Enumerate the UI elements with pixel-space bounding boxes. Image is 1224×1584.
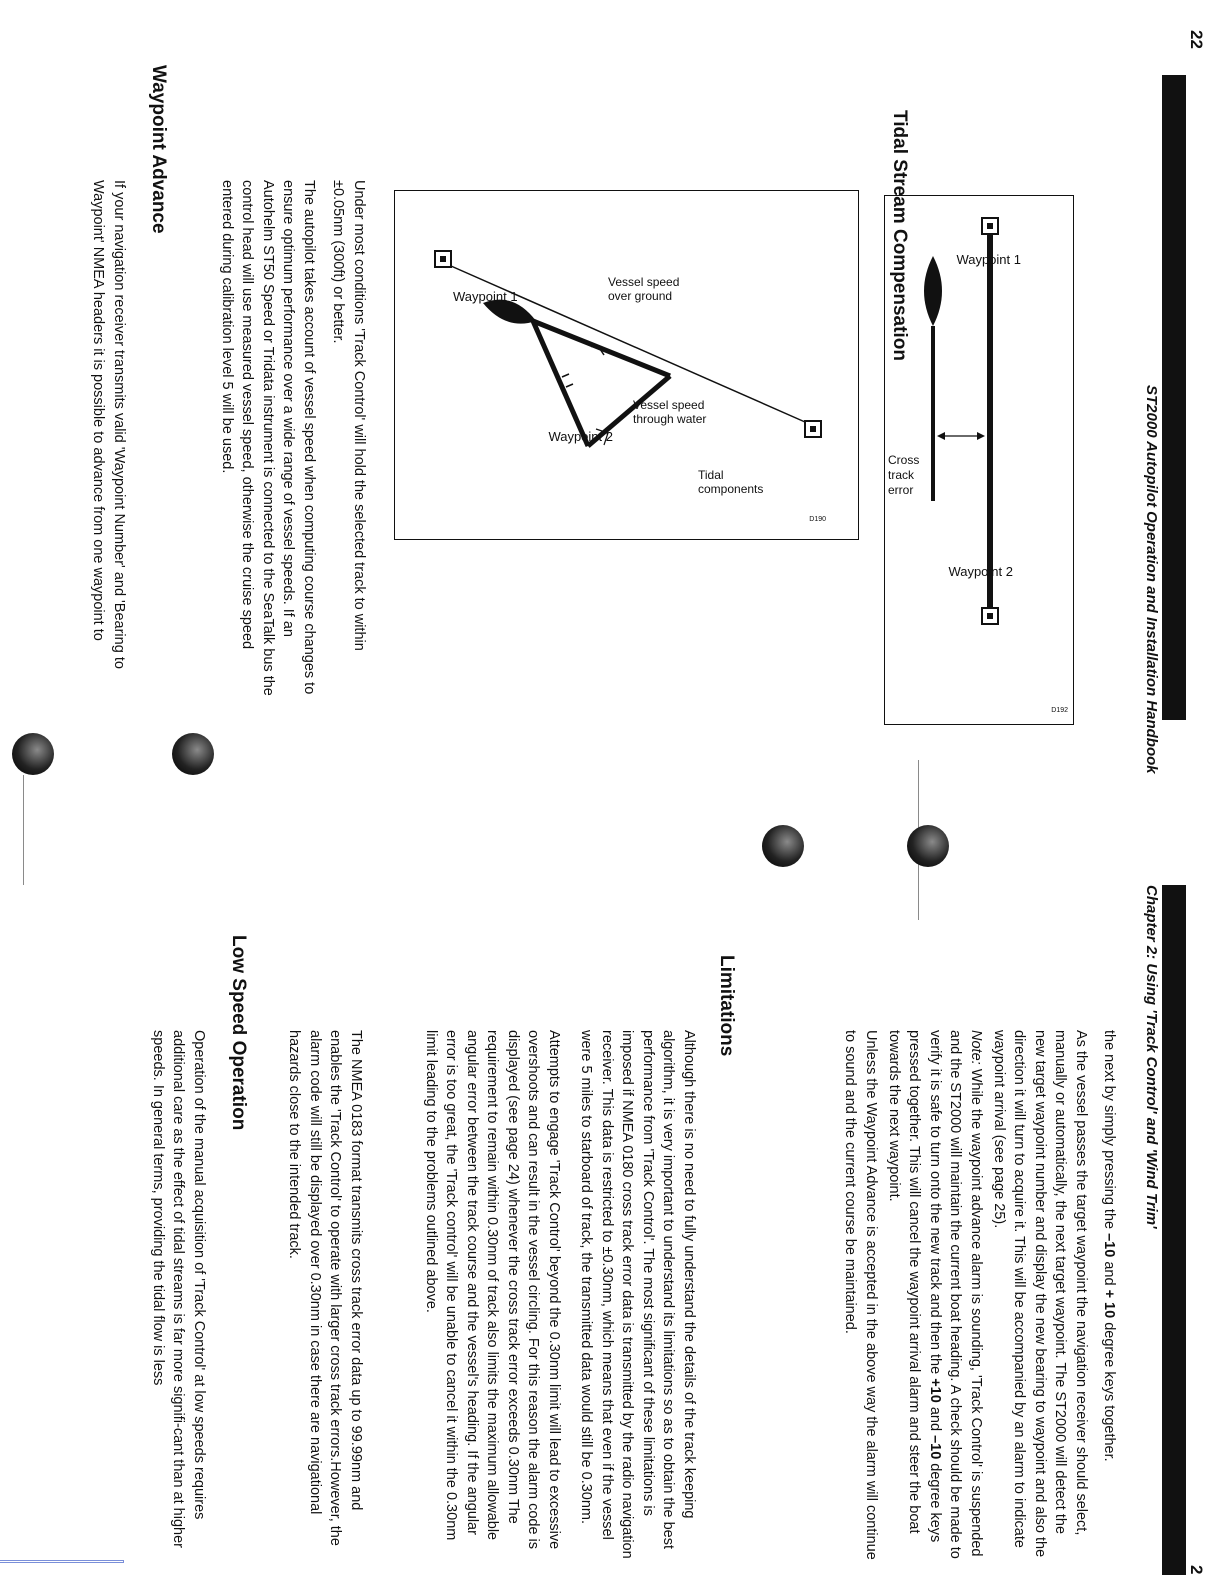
tidal-label-1: Tidal [698,468,724,482]
attempts-paragraph: Attempts to engage 'Track Control' beyond the 0.30nm limit will lead to excessive overshoots and can result in the vessel circling. For this reason the alarm code is displayed (see page 24) whenever the cross track error exceeds 0.30nm The requirement to remain within 0.30nm of track also limits the maximum allowable angular error between the track course and the vessel's heading. If the angular error is too great, the 'Track control' will be unable to cancel it within the 0.30nm limit leading to the problems outlined above. [423,1030,562,1550]
cross-track-label-2: track [888,468,915,482]
cross-track-label-1: Cross [888,453,920,467]
tidal-stream-heading: Tidal Stream Compensation [889,110,910,361]
autopilot-speed-paragraph: The autopilot takes account of vessel speed when computing course changes to ensure optimum performance over a wide range of vessel speeds. If an Autohelm ST50 Speed or Tridata instrument is connected to the SeaTalk bus the control head will use measured vessel speed, otherwise the cruise speed entered during calibration level 5 will be used. [219,180,317,696]
continuation-paragraph: the next by simply pressing the –10 and + 10 degree keys together. [1101,1030,1117,1462]
waypoint-2-label: Waypoint 2 [948,564,1013,579]
waypoint-1-label: Waypoint 1 [453,289,518,304]
tidal-label-2: components [698,482,764,496]
nmea0183-paragraph: The NMEA 0183 format transmits cross track error data up to 99.99nm and enables the 'Track Control' to operate with larger cross track errors.However, the alarm code will still be displayed over 0.30nm in case there are navigational hazards close to the intended track. [286,1030,364,1546]
vessel-passes-paragraph: As the vessel passes the target waypoint the navigation receiver should select, manually or automatically, the next target waypoint. The ST2000 will detect the new target waypoint number and display the new bearing to waypoint and also the direction it will turn to acquire it. This will be accompanied by an alarm to indicate waypoint arrival (see page 25). [991,1030,1089,1558]
vessel-water-label-1: Vessel speed [633,398,705,412]
waypoint-2-label: Waypoint 2 [548,429,613,444]
binder-hole [762,825,804,867]
waypoint-alarm-note: Note: While the waypoint advance alarm is sounding, 'Track Control' is suspended and the ST2000 will maintain the current boat heading. A check should be made to verify it is safe to turn onto the new track and then the +10 and –10 degree keys pressed together. This will cancel the waypoint arrival alarm and steer the boat towards the next waypoint. [886,1030,984,1559]
binder-hole [172,733,214,775]
low-speed-heading: Low Speed Operation [228,935,249,1131]
page-number: 2 [1187,1565,1206,1575]
vessel-water-label-2: through water [633,412,707,426]
running-header: ST2000 Autopilot Operation and Installation Handbook [1143,385,1160,774]
cross-track-figure [884,195,1074,725]
page-22 [0,0,1224,780]
header-bar [1162,885,1186,1575]
waypoint-advance-heading: Waypoint Advance [148,65,169,234]
limitations-heading: Limitations [716,955,737,1057]
unless-paragraph: Unless the Waypoint Advance is accepted in the above way the alarm will continue to sound and the current course be maintained. [842,1030,879,1560]
tidal-stream-diagram [396,191,858,538]
tidal-stream-figure [394,190,859,540]
cross-track-label-3: error [888,483,914,497]
binder-hole [12,733,54,775]
limitations-paragraph: Although there is no need to fully understand the details of the track keeping algorithm, it is very important to understand its limitations so as to obtain the best performance from 'Track Control'. The most significant of these limitations is imposed if NMEA 0180 cross track error data is transmitted by the radio navigation receiver. This data is restricted to ±0.30nm, which means that even if the vessel were 5 miles to starboard of track, the transmitted data would still be 0.30nm. [578,1030,697,1559]
page-number: 22 [1187,30,1206,49]
binder-hole [907,825,949,867]
cross-track-diagram [886,196,1073,723]
boat-silhouette [924,256,942,326]
vessel-ground-label-1: Vessel speed [608,275,680,289]
waypoint-1-label: Waypoint 1 [956,252,1021,267]
running-header: Chapter 2: Using 'Track Control' and 'Wind Trim' [1143,885,1160,1229]
waypoint-advance-paragraph: If your navigation receiver transmits valid 'Waypoint Number' and 'Bearing to Waypoint' NMEA headers it is possible to advance from one waypoint to [90,180,127,669]
page-2x [0,800,1224,1584]
figure-code: D192 [1051,707,1068,714]
track-hold-paragraph: Under most conditions 'Track Control' will hold the selected track to within ±0.05nm (300ft) or better. [330,180,367,651]
header-bar [1162,75,1186,720]
scan-marker-line [0,1560,124,1563]
vessel-ground-label-2: over ground [608,289,673,303]
low-speed-paragraph: Operation of the manual acquisition of 'Track Control' at low speeds requires additional care as the effect of tidal streams is far more signifi-cant than at higher speeds. In general terms, providing the tidal flow is less [150,1030,207,1548]
figure-code: D190 [809,516,826,523]
